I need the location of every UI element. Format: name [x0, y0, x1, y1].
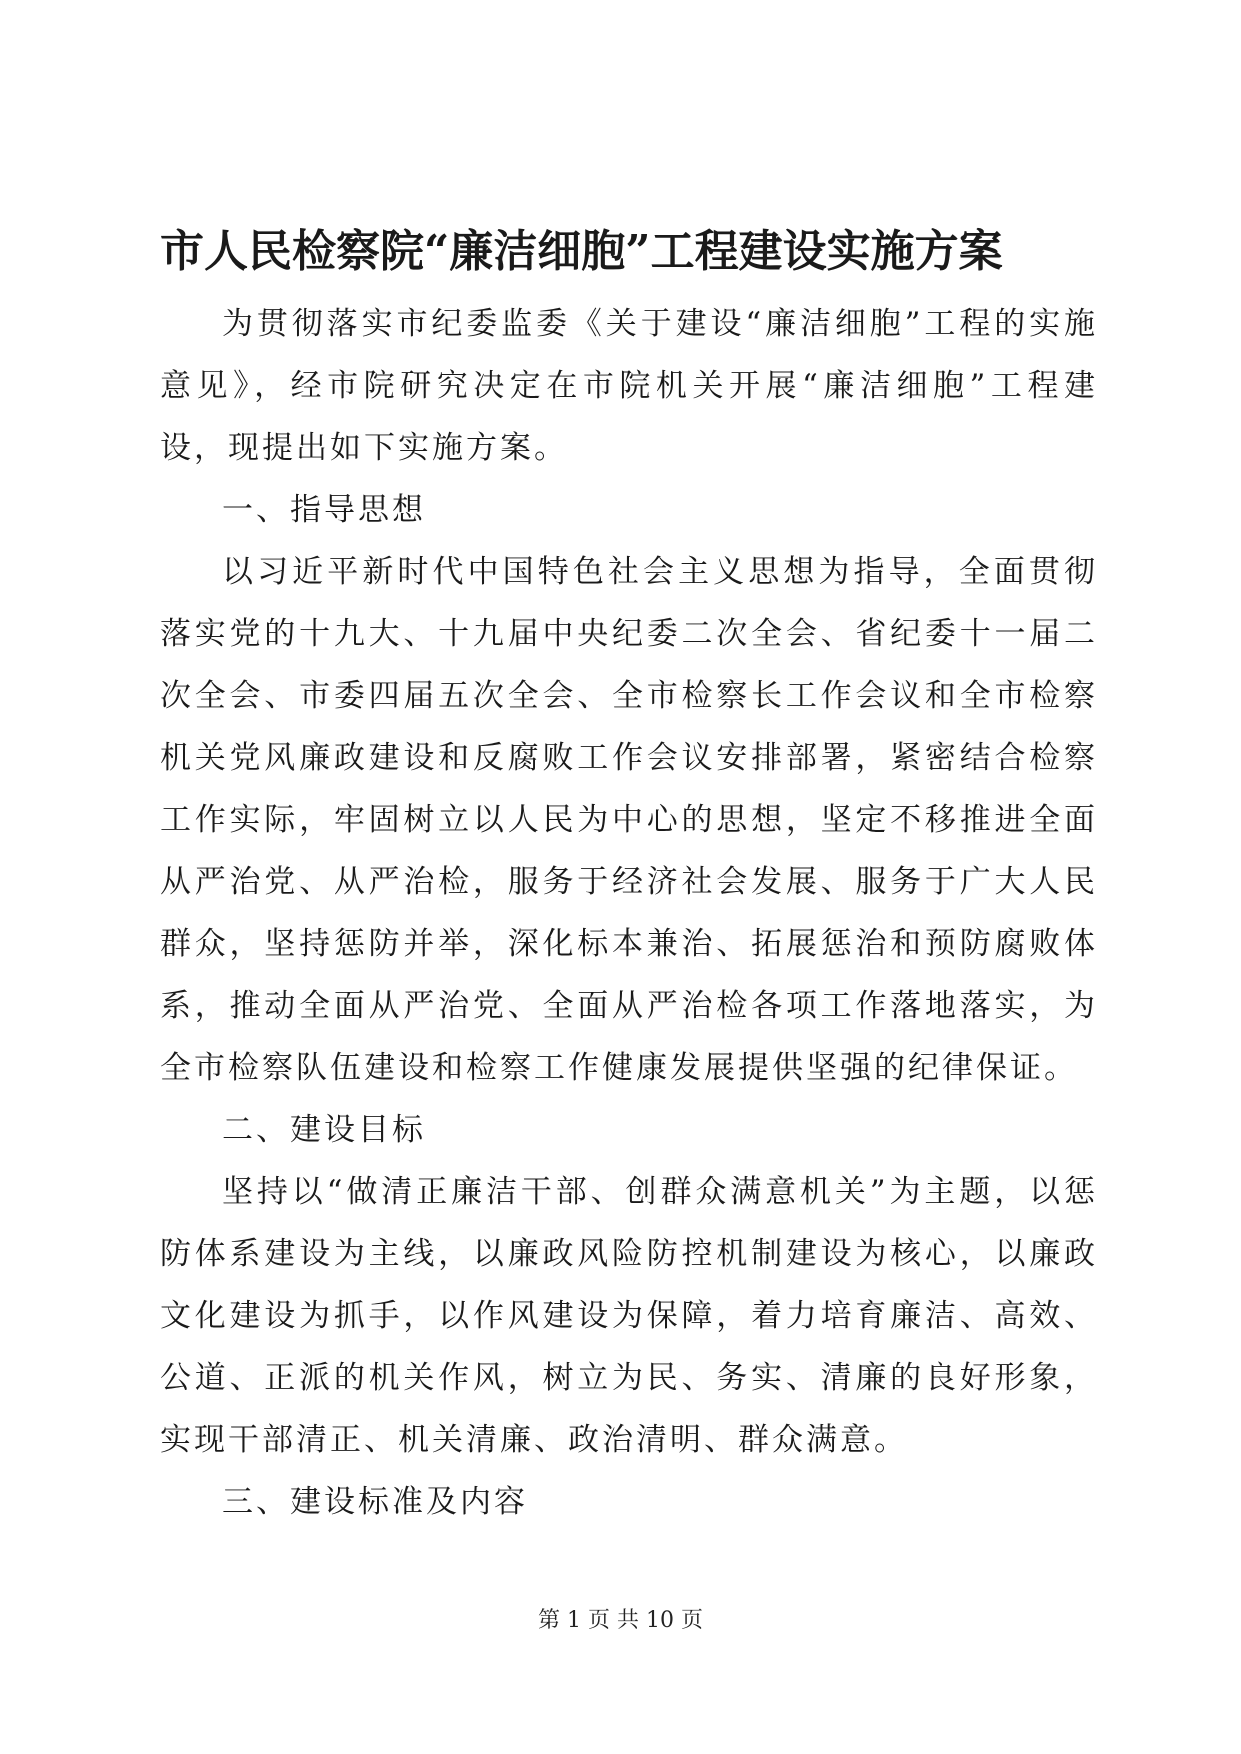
page-footer: 第 1 页 共 10 页 — [538, 1608, 703, 1633]
guiding-ideology-paragraph: 以习近平新时代中国特色社会主义思想为指导，全面贯彻落实党的十九大、十九届中央纪委二次全会、省纪委十一届二次全会、市委四届五次全会、全市检察长工作会议和全市检察机关党风廉政建设和反腐败工作会议安排部署，紧密结合检察工作实际，牢固树立以人民为中心的思想，坚定不移推进全面从严治党、从严治检，服务于经济社会发展、服务于广大人民群众，坚持惩防并举，深化标本兼治、拓展惩治和预防腐败体系，推动全面从严治党、全面从严治检各项工作落地落实，为全市检察队伍建设和检察工作健康发展提供坚强的纪律保证。 — [160, 554, 1098, 1086]
section-heading-standards: 三、建设标准及内容 — [222, 1484, 528, 1520]
intro-paragraph: 为贯彻落实市纪委监委《关于建设“廉洁细胞”工程的实施意见》，经市院研究决定在市院机关开展“廉洁细胞”工程建设，现提出如下实施方案。 — [160, 306, 1098, 466]
goals-paragraph: 坚持以“做清正廉洁干部、创群众满意机关”为主题，以惩防体系建设为主线，以廉政风险防控机制建设为核心，以廉政文化建设为抓手，以作风建设为保障，着力培育廉洁、高效、公道、正派的机关作风，树立为民、务实、清廉的良好形象，实现干部清正、机关清廉、政治清明、群众满意。 — [160, 1174, 1098, 1458]
document-body — [160, 293, 1098, 1533]
document-title: 市人民检察院“廉洁细胞”工程建设实施方案 — [160, 226, 1003, 277]
section-heading-goals: 二、建设目标 — [222, 1112, 426, 1148]
section-heading-guiding-ideology: 一、指导思想 — [222, 492, 426, 528]
